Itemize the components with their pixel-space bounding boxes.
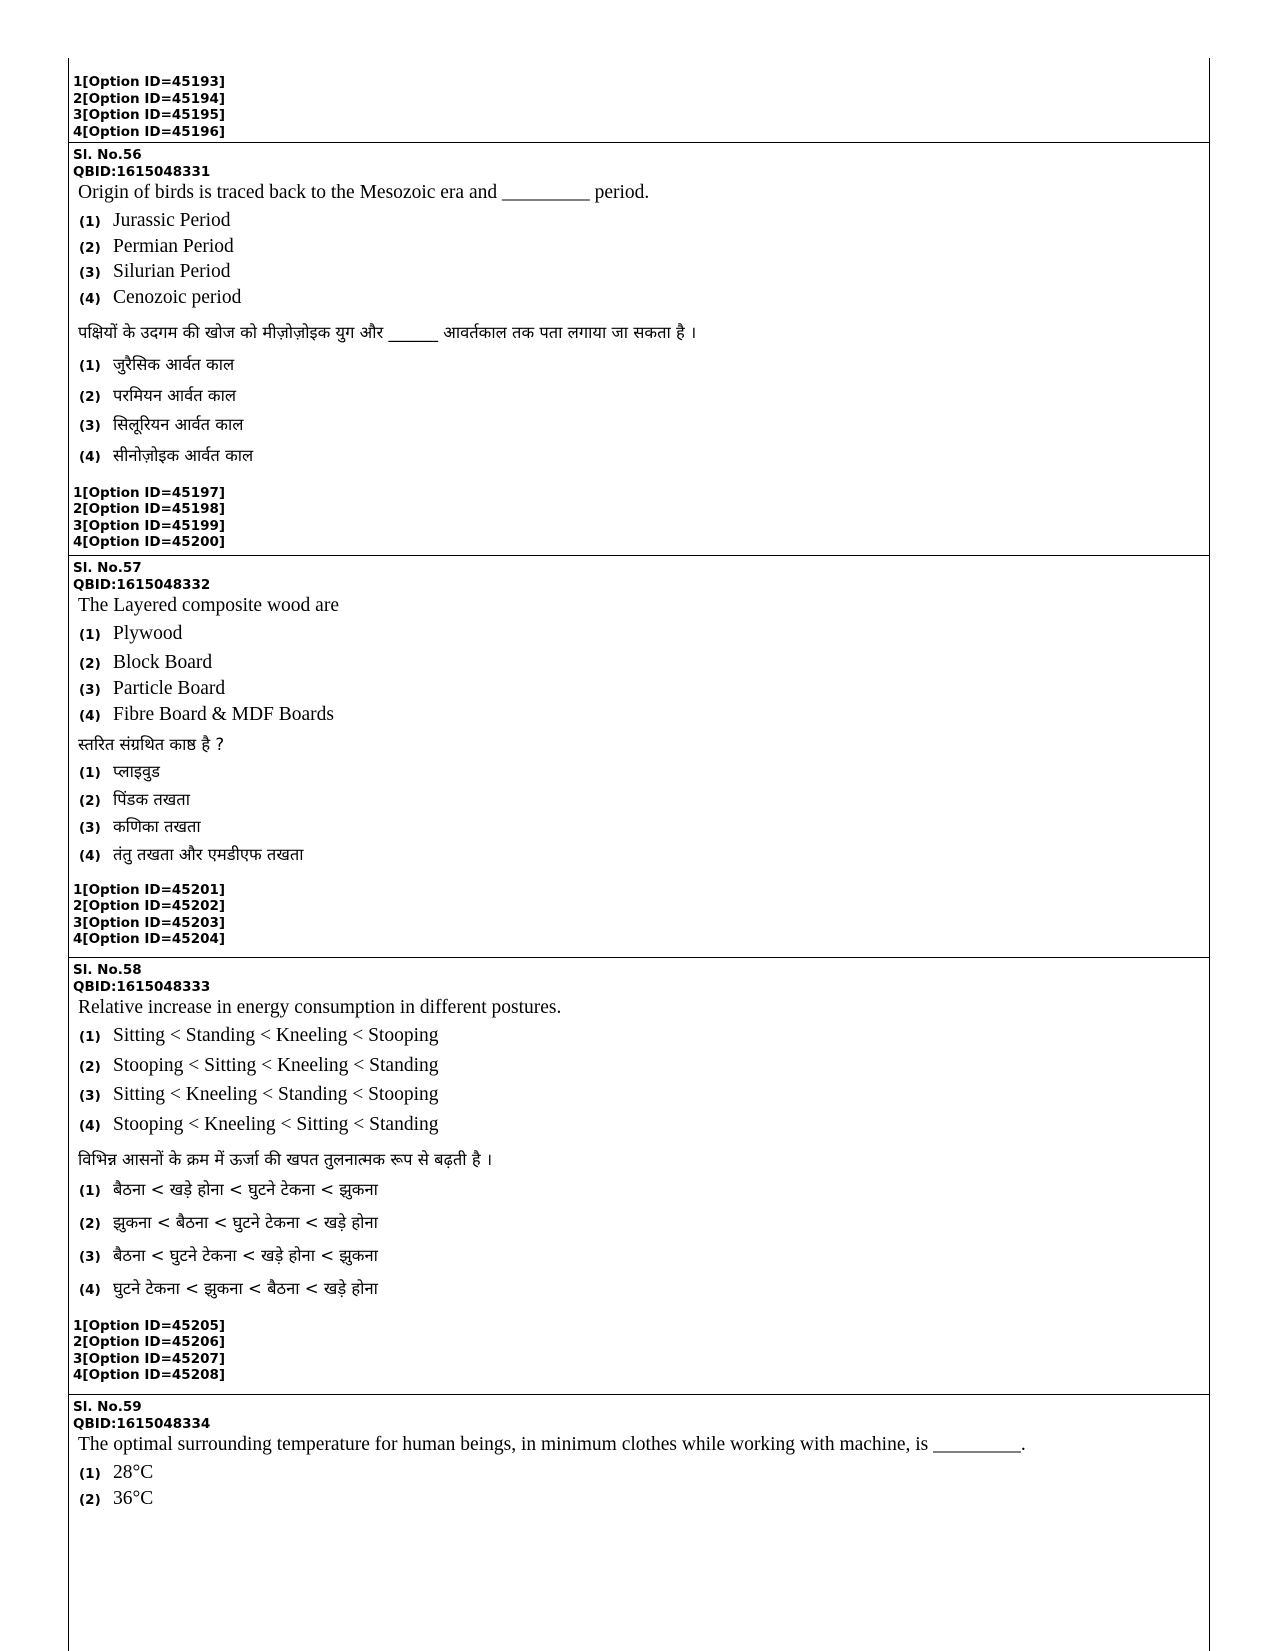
option-text: 28°C <box>113 1462 154 1483</box>
option-row: (1) बैठना < खड़े होना < घुटने टेकना < झुकना <box>73 1177 1205 1210</box>
option-text: प्लाइवुड <box>113 761 160 781</box>
option-text: Sitting < Standing < Kneeling < Stooping <box>113 1025 439 1046</box>
question-text-en: Origin of birds is traced back to the Mesozoic era and _________ period. <box>78 182 650 203</box>
option-text: Fibre Board & MDF Boards <box>113 703 334 725</box>
option-ids: 1[Option ID=45197] 2[Option ID=45198] 3[Option ID=45199] 4[Option ID=45200] <box>73 484 226 550</box>
option-text: Sitting < Kneeling < Standing < Stooping <box>113 1084 439 1105</box>
option-text: कणिका तखता <box>113 816 201 836</box>
question-block-56 <box>69 143 1209 556</box>
option-row: (1) Plywood <box>79 623 183 644</box>
option-row: (1) 28°C <box>79 1462 154 1483</box>
option-row: (4) तंतु तखता और एमडीएफ तखता <box>73 842 1205 870</box>
option-row: (3) Silurian Period <box>79 261 231 282</box>
option-text: घुटने टेकना < झुकना < बैठना < खड़े होना <box>113 1278 378 1298</box>
option-text: Stooping < Kneeling < Sitting < Standing <box>113 1113 439 1135</box>
option-row: (1) जुरैसिक आर्वत काल <box>73 352 1205 383</box>
option-row: (4) Stooping < Kneeling < Sitting < Standing <box>79 1113 439 1135</box>
option-row: (2) Stooping < Sitting < Kneeling < Standing <box>79 1054 439 1076</box>
option-text: Jurassic Period <box>113 210 231 231</box>
option-id: 2[Option ID=45194] <box>73 90 226 107</box>
option-text: झुकना < बैठना < घुटने टेकना < खड़े होना <box>113 1212 378 1232</box>
option-row: (4) घुटने टेकना < झुकना < बैठना < खड़े होना <box>73 1276 1205 1306</box>
option-row: (2) परमियन आर्वत काल <box>73 383 1205 412</box>
question-paper-frame <box>68 58 1210 1651</box>
serial-number: Sl. No.56 <box>73 147 142 163</box>
option-row: (4) Cenozoic period <box>79 286 242 308</box>
question-text-hi: विभिन्न आसनों के क्रम में ऊर्जा की खपत तुलनात्मक रूप से बढ़ती है । <box>78 1149 493 1169</box>
option-row: (2) Permian Period <box>79 235 234 257</box>
option-row: (3) सिलूरियन आर्वत काल <box>73 412 1205 443</box>
qbid: QBID:1615048331 <box>73 163 211 180</box>
question-text-hi: पक्षियों के उदगम की खोज को मीज़ोज़ोइक युग और ______ आवर्तकाल तक पता लगाया जा सकता है । <box>78 322 697 342</box>
serial-number: Sl. No.58 <box>73 962 142 978</box>
question-block-58 <box>69 958 1209 1395</box>
question-block-57 <box>69 556 1209 958</box>
option-row: (3) Particle Board <box>79 678 226 699</box>
option-id: 1[Option ID=45193] <box>73 74 226 90</box>
option-text: जुरैसिक आर्वत काल <box>113 354 235 374</box>
serial-number: Sl. No.57 <box>73 560 142 576</box>
option-id: 3[Option ID=45195] <box>73 107 226 123</box>
option-text: Stooping < Sitting < Kneeling < Standing <box>113 1054 439 1076</box>
question-block-59 <box>69 1395 1209 1514</box>
option-text: पिंडक तखता <box>113 789 190 809</box>
option-row: (1) Sitting < Standing < Kneeling < Stooping <box>79 1025 439 1046</box>
option-text: Permian Period <box>113 235 234 257</box>
option-row: (2) झुकना < बैठना < घुटने टेकना < खड़े होना <box>73 1210 1205 1243</box>
option-text: परमियन आर्वत काल <box>113 385 237 405</box>
option-text: Silurian Period <box>113 261 231 282</box>
option-text: बैठना < घुटने टेकना < खड़े होना < झुकना <box>113 1245 378 1265</box>
option-ids: 1[Option ID=45205] 2[Option ID=45206] 3[Option ID=45207] 4[Option ID=45208] <box>73 1317 226 1383</box>
option-text: Particle Board <box>113 678 226 699</box>
option-row: (4) सीनोज़ोइक आर्वत काल <box>73 443 1205 471</box>
option-ids: 1[Option ID=45201] 2[Option ID=45202] 3[Option ID=45203] 4[Option ID=45204] <box>73 881 226 947</box>
option-text: बैठना < खड़े होना < घुटने टेकना < झुकना <box>113 1179 378 1199</box>
question-text-hi: स्तरित संग्रथित काष्ठ है ? <box>78 734 225 754</box>
option-row: (2) पिंडक तखता <box>73 787 1205 814</box>
option-row: (3) Sitting < Kneeling < Standing < Stooping <box>79 1084 439 1105</box>
option-row: (3) बैठना < घुटने टेकना < खड़े होना < झुकना <box>73 1243 1205 1276</box>
option-text: तंतु तखता और एमडीएफ तखता <box>113 844 304 864</box>
qbid: QBID:1615048333 <box>73 978 211 995</box>
option-text: सिलूरियन आर्वत काल <box>113 414 244 434</box>
question-text-en: The Layered composite wood are <box>78 595 339 616</box>
qbid: QBID:1615048334 <box>73 1415 211 1432</box>
option-row: (2) Block Board <box>79 652 213 673</box>
option-row: (4) Fibre Board & MDF Boards <box>79 703 334 725</box>
option-row: (3) कणिका तखता <box>73 814 1205 842</box>
question-text-en: The optimal surrounding temperature for human beings, in minimum clothes while working with machine, is _________. <box>78 1434 1026 1455</box>
option-row: (1) Jurassic Period <box>79 210 231 231</box>
option-text: सीनोज़ोइक आर्वत काल <box>113 445 254 465</box>
option-text: Block Board <box>113 652 213 673</box>
option-row: (2) 36°C <box>79 1488 154 1509</box>
option-row: (1) प्लाइवुड <box>73 759 1205 787</box>
option-text: 36°C <box>113 1488 154 1509</box>
qbid: QBID:1615048332 <box>73 576 211 593</box>
option-text: Cenozoic period <box>113 286 242 308</box>
question-text-en: Relative increase in energy consumption in different postures. <box>78 997 562 1018</box>
options-block-55 <box>69 58 1209 143</box>
option-text: Plywood <box>113 623 183 644</box>
option-id: 4[Option ID=45196] <box>73 123 226 140</box>
serial-number: Sl. No.59 <box>73 1399 142 1415</box>
